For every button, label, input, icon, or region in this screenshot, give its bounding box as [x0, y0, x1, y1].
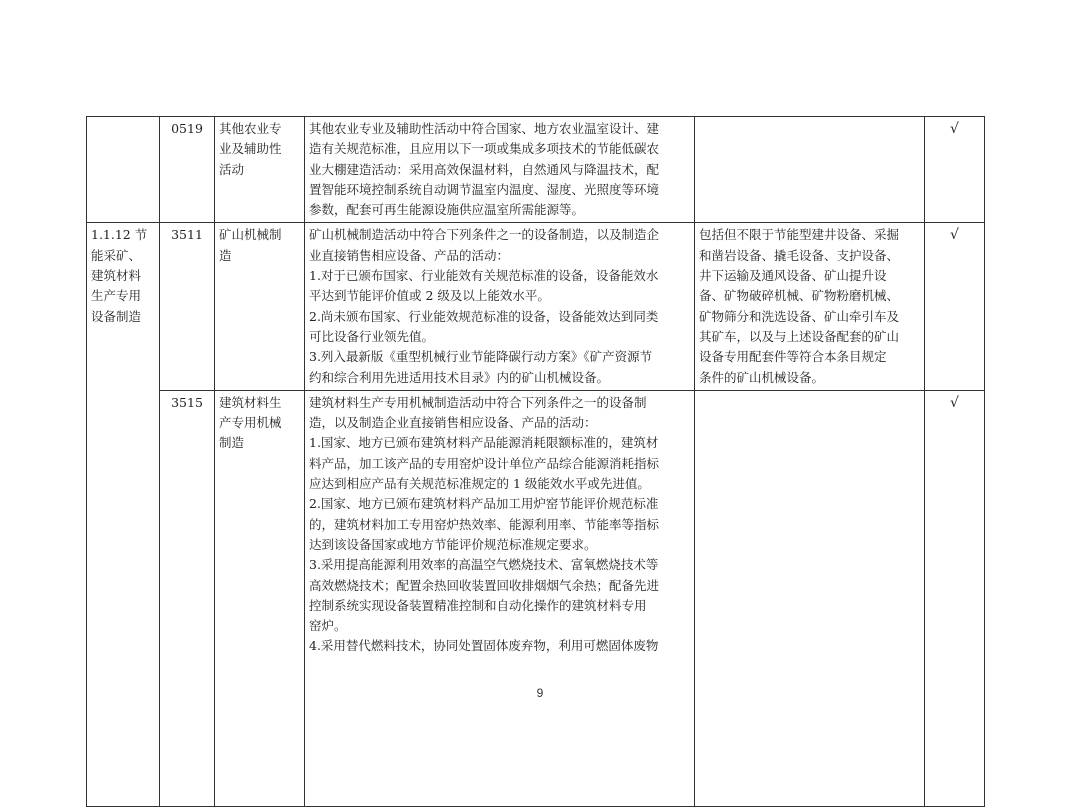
industry-code-cell: [160, 390, 215, 806]
table-row: [87, 390, 985, 806]
industry-name-cell: [215, 390, 305, 806]
description-line: 1.国家、地方已颁布建筑材料产品能源消耗限额标准的，建筑材: [309, 435, 659, 451]
industry-name-line: 矿山机械制: [219, 227, 282, 243]
note-cell: [695, 390, 925, 806]
table-row: [87, 117, 985, 223]
industry-name-line: 产专用机械: [219, 415, 282, 431]
description-line: 高效燃烧技术；配置余热回收装置回收排烟烟气余热；配备先进: [309, 577, 660, 593]
industry-name-line: 其他农业专: [219, 121, 282, 136]
check-mark: √: [950, 121, 959, 137]
note-line: 其矿车，以及与上述设备配套的矿山: [699, 328, 900, 344]
check-mark: √: [950, 394, 959, 411]
description-cell: [305, 223, 695, 390]
description-line: 3.列入最新版《重型机械行业节能降碳行动方案》《矿产资源节: [309, 349, 653, 365]
description-line: 矿山机械制造活动中符合下列条件之一的设备制造，以及制造企: [309, 227, 660, 243]
description-line: 建筑材料生产专用机械制造活动中符合下列条件之一的设备制: [309, 394, 647, 410]
check-mark: √: [950, 227, 959, 244]
description-line: 造，以及制造企业直接销售相应设备、产品的活动：: [309, 415, 597, 431]
note-cell: [695, 117, 925, 223]
check-cell: [925, 117, 985, 223]
note-line: 备、矿物破碎机械、矿物粉磨机械、: [699, 288, 900, 304]
industry-name-line: 制造: [219, 435, 245, 451]
note-cell: [695, 223, 925, 390]
check-cell: [925, 223, 985, 390]
description-line: 可比设备行业领先值。: [309, 328, 435, 344]
description-line: 料产品，加工该产品的专用窑炉设计单位产品综合能源消耗指标: [309, 455, 660, 471]
page-number: 9: [536, 686, 544, 700]
category-cell: [87, 223, 160, 806]
category-line: 设备制造: [91, 308, 142, 324]
description-line: 的，建筑材料加工专用窑炉热效率、能源利用率、节能率等指标: [309, 516, 660, 532]
description-line: 业直接销售相应设备、产品的活动：: [309, 247, 510, 263]
description-line: 2.国家、地方已颁布建筑材料产品加工用炉窑节能评价规范标准: [309, 496, 659, 512]
description-cell: [305, 390, 695, 806]
category-line: 生产专用: [91, 288, 142, 304]
industry-name-cell: [215, 117, 305, 223]
description-line: 4.采用替代燃料技术，协同处置固体废弃物，利用可燃固体废物: [309, 638, 659, 654]
note-line: 条件的矿山机械设备。: [699, 369, 825, 385]
description-line: 约和综合利用先进适用技术目录》内的矿山机械设备。: [309, 369, 610, 385]
description-line: 造有关规范标准，且应用以下一项或集成多项技术的节能低碳农: [309, 141, 660, 157]
industry-code: 3511: [171, 227, 203, 243]
industry-code: 3515: [171, 394, 203, 410]
note-line: 设备专用配套件等符合本条目规定: [699, 349, 887, 365]
check-cell: [925, 390, 985, 806]
description-line: 1.对于已颁布国家、行业能效有关规范标准的设备，设备能效水: [309, 268, 659, 284]
industry-name-line: 建筑材料生: [219, 394, 282, 410]
industry-name-line: 活动: [219, 161, 245, 177]
description-line: 窑炉。: [309, 618, 347, 634]
category-line: 1.1.12 节: [91, 227, 148, 243]
industry-code: 0519: [171, 121, 203, 136]
description-line: 置智能环境控制系统自动调节温室内温度、湿度、光照度等环境: [309, 181, 660, 197]
description-line: 3.采用提高能源利用效率的高温空气燃烧技术、富氧燃烧技术等: [309, 557, 659, 573]
category-cell: [87, 117, 160, 223]
note-line: 和凿岩设备、撬毛设备、支护设备、: [699, 247, 900, 263]
description-line: 控制系统实现设备装置精准控制和自动化操作的建筑材料专用: [309, 597, 647, 613]
description-line: 业大棚建造活动：采用高效保温材料，自然通风与降温技术，配: [309, 161, 660, 177]
description-line: 达到该设备国家或地方节能评价规范标准规定要求。: [309, 536, 597, 552]
industry-name-cell: [215, 223, 305, 390]
industry-name-line: 造: [219, 247, 232, 263]
description-line: 参数，配套可再生能源设施供应温室所需能源等。: [309, 202, 585, 218]
table-row: [87, 223, 985, 390]
industry-code-cell: [160, 223, 215, 390]
note-line: 矿物筛分和洗选设备、矿山牵引车及: [699, 308, 900, 324]
description-cell: [305, 117, 695, 223]
description-line: 其他农业专业及辅助性活动中符合国家、地方农业温室设计、建: [309, 121, 660, 136]
category-line: 能采矿、: [91, 247, 142, 263]
industry-name-line: 业及辅助性: [219, 141, 282, 157]
catalog-table: [86, 116, 985, 807]
description-line: 平达到节能评价值或 2 级及以上能效水平。: [309, 288, 550, 304]
note-line: 井下运输及通风设备、矿山提升设: [699, 268, 887, 284]
note-line: 包括但不限于节能型建井设备、采掘: [699, 227, 900, 243]
category-line: 建筑材料: [91, 268, 142, 284]
industry-code-cell: [160, 117, 215, 223]
description-line: 应达到相应产品有关规范标准规定的 1 级能效水平或先进值。: [309, 476, 650, 492]
description-line: 2.尚未颁布国家、行业能效规范标准的设备，设备能效达到同类: [309, 308, 659, 324]
